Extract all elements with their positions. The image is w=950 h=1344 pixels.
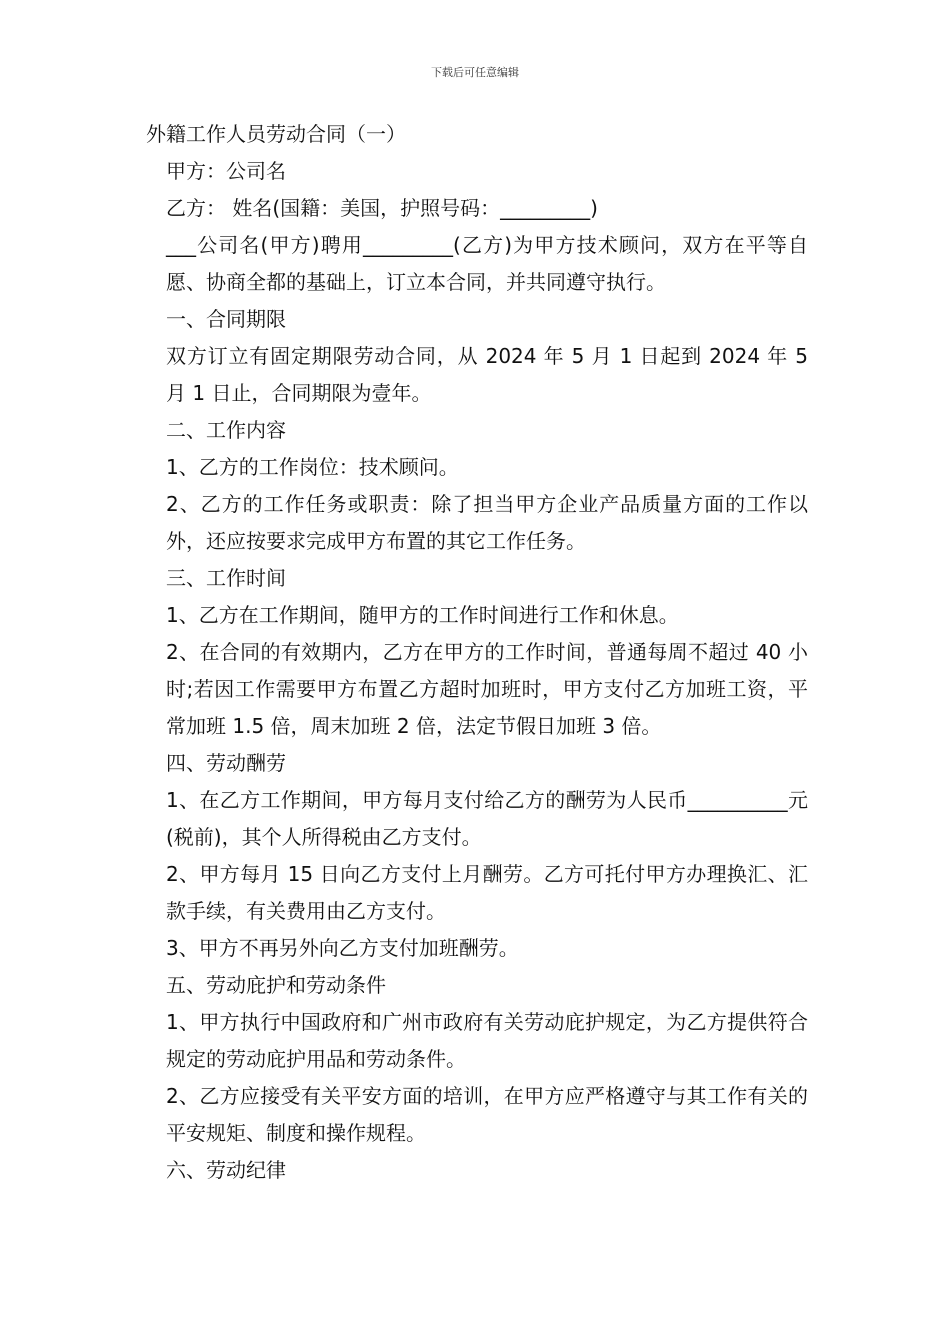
contract-paragraph: 2、乙方应接受有关平安方面的培训，在甲方应严格遵守与其工作有关的平安规矩、制度和操作规程。 bbox=[166, 1084, 808, 1145]
contract-paragraph: 1、乙方在工作期间，随甲方的工作时间进行工作和休息。 bbox=[166, 603, 679, 627]
section-heading: 三、工作时间 bbox=[166, 566, 286, 590]
contract-paragraph: 1、在乙方工作期间，甲方每月支付给乙方的酬劳为人民币__________元(税前)，其个人所得税由乙方支付。 bbox=[166, 788, 808, 849]
contract-paragraph: 1、甲方执行中国政府和广州市政府有关劳动庇护规定，为乙方提供符合规定的劳动庇护用品和劳动条件。 bbox=[166, 1010, 808, 1071]
party-b-line: 乙方： 姓名(国籍：美国，护照号码：_________) bbox=[166, 196, 598, 220]
contract-paragraph: 1、乙方的工作岗位：技术顾问。 bbox=[166, 455, 459, 479]
intro-paragraph: ___公司名(甲方)聘用_________(乙方)为甲方技术顾问，双方在平等自愿、协商全都的基础上，订立本合同，并共同遵守执行。 bbox=[166, 233, 808, 294]
section-heading: 四、劳动酬劳 bbox=[166, 751, 286, 775]
party-a-line: 甲方：公司名 bbox=[166, 159, 286, 183]
section-heading: 二、工作内容 bbox=[166, 418, 286, 442]
contract-paragraph: 2、在合同的有效期内，乙方在甲方的工作时间，普通每周不超过 40 小时;若因工作需要甲方布置乙方超时加班时，甲方支付乙方加班工资，平常加班 1.5 倍，周末加班 2 倍，法定节假日加班 3 倍。 bbox=[166, 640, 808, 738]
contract-paragraph: 2、乙方的工作任务或职责：除了担当甲方企业产品质量方面的工作以外，还应按要求完成甲方布置的其它工作任务。 bbox=[166, 492, 808, 553]
contract-paragraph: 2、甲方每月 15 日向乙方支付上月酬劳。乙方可托付甲方办理换汇、汇款手续，有关费用由乙方支付。 bbox=[166, 862, 808, 923]
section-heading: 一、合同期限 bbox=[166, 307, 286, 331]
contract-paragraph: 3、甲方不再另外向乙方支付加班酬劳。 bbox=[166, 936, 519, 960]
contract-paragraph: 双方订立有固定期限劳动合同，从 2024 年 5 月 1 日起到 2024 年 5 月 1 日止，合同期限为壹年。 bbox=[166, 344, 808, 405]
section-heading: 五、劳动庇护和劳动条件 bbox=[166, 973, 386, 997]
contract-body bbox=[146, 116, 808, 1189]
document-title: 外籍工作人员劳动合同（一） bbox=[146, 122, 406, 146]
section-heading: 六、劳动纪律 bbox=[166, 1158, 286, 1182]
page-header-note: 下载后可任意编辑 bbox=[431, 66, 519, 79]
